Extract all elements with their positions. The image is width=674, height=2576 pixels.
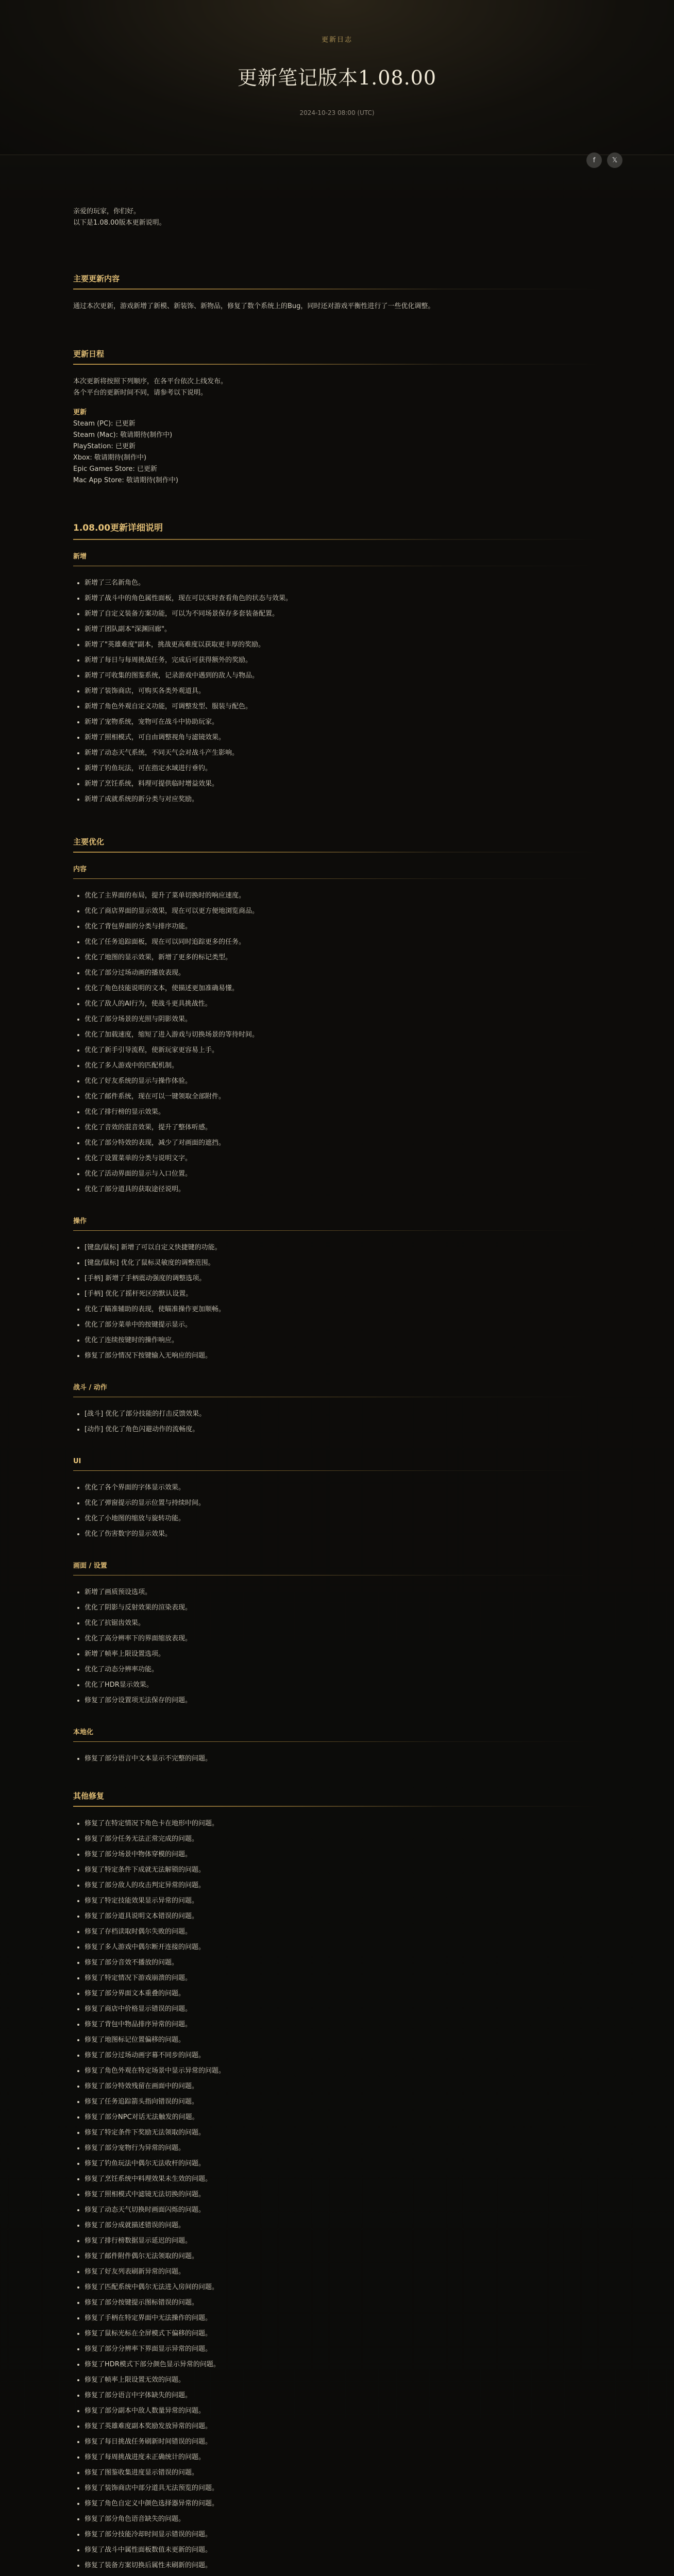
graphics-section — [73, 1561, 601, 1706]
combat-list — [73, 1409, 601, 1435]
list-item: • 新增了角色外观自定义功能，可调整发型、服装与配色。 — [85, 701, 601, 713]
list-item: • 修复了邮件附件偶尔无法领取的问题。 — [85, 2251, 601, 2262]
content-list — [73, 890, 601, 1195]
list-item: • 优化了音效的混音效果，提升了整体听感。 — [85, 1122, 601, 1133]
list-item: • 修复了在特定情况下角色卡在地形中的问题。 — [85, 1818, 601, 1829]
list-item: • 修复了手柄在特定界面中无法操作的问题。 — [85, 2313, 601, 2324]
list-item: • 修复了烹饪系统中料理效果未生效的问题。 — [85, 2174, 601, 2185]
list-item: • 修复了部分副本中敌人数量异常的问题。 — [85, 2405, 601, 2417]
article-content — [73, 206, 601, 2576]
list-item: • 修复了部分NPC对话无法触发的问题。 — [85, 2112, 601, 2123]
localization-list — [73, 1753, 601, 1765]
list-item: • 优化了背包界面的分类与排序功能。 — [85, 921, 601, 933]
list-item: • 修复了部分语言中字体缺失的问题。 — [85, 2390, 601, 2401]
list-item: • 新增了帧率上限设置选项。 — [85, 1649, 601, 1660]
list-item: • 新增了钓鱼玩法，可在指定水域进行垂钓。 — [85, 763, 601, 774]
localization-section — [73, 1727, 601, 1765]
facebook-share-icon[interactable]: f — [586, 152, 602, 168]
platform-status: Epic Games Store: 已更新 — [73, 465, 157, 473]
ui-section — [73, 1456, 601, 1540]
list-item: • 优化了好友系统的显示与操作体验。 — [85, 1076, 601, 1087]
list-item: • 优化了动态分辨率功能。 — [85, 1664, 601, 1675]
ui-list — [73, 1482, 601, 1540]
list-item: • 优化了任务追踪面板，现在可以同时追踪更多的任务。 — [85, 937, 601, 948]
article-title: 更新笔记版本1.08.00 — [237, 66, 437, 89]
list-item: • 修复了部分场景中物体穿模的问题。 — [85, 1849, 601, 1860]
platform-status: Steam (PC): 已更新 — [73, 420, 136, 428]
list-item: • 优化了部分道具的获取途径说明。 — [85, 1184, 601, 1195]
x-share-icon[interactable]: 𝕏 — [607, 152, 622, 168]
list-item: • 优化了高分辨率下的界面缩放表现。 — [85, 1633, 601, 1645]
list-item: • 新增了成就系统的新分类与对应奖励。 — [85, 794, 601, 805]
list-item: • 优化了部分菜单中的按键提示显示。 — [85, 1319, 601, 1331]
list-item: • 新增了照相模式，可自由调整视角与滤镜效果。 — [85, 732, 601, 743]
list-item: • 修复了部分技能冷却时间显示错误的问题。 — [85, 2529, 601, 2540]
list-item: • 优化了多人游戏中的匹配机制。 — [85, 1060, 601, 1072]
list-item: • 优化了活动界面的显示与入口位置。 — [85, 1168, 601, 1180]
list-item: • 修复了特定条件下奖励无法领取的问题。 — [85, 2127, 601, 2139]
list-item: • 修复了匹配系统中偶尔无法进入房间的问题。 — [85, 2282, 601, 2293]
section-divider — [73, 364, 601, 365]
content-section — [73, 864, 601, 1195]
fixes-title: 其他修复 — [73, 1791, 105, 1801]
subsection-divider — [73, 1230, 601, 1231]
list-item: • 优化了部分场景的光照与阴影效果。 — [85, 1014, 601, 1025]
platform-status: Mac App Store: 敬请期待(制作中) — [73, 477, 179, 484]
schedule-line: 本次更新将按照下列顺序，在各平台依次上线发布。 — [73, 378, 228, 385]
subsection-divider — [73, 878, 601, 879]
list-item: • 优化了连续按键时的操作响应。 — [85, 1335, 601, 1346]
list-item: • 优化了阴影与反射效果的渲染表现。 — [85, 1602, 601, 1614]
schedule-line: 各个平台的更新时间不同，请参考以下说明。 — [73, 389, 208, 397]
list-item: • 新增了团队副本"深渊回廊"。 — [85, 624, 601, 635]
list-item: • 修复了特定情况下游戏崩溃的问题。 — [85, 1973, 601, 1984]
intro-line: 亲爱的玩家，你们好。 — [73, 208, 141, 215]
list-item: • 修复了部分道具说明文本错误的问题。 — [85, 1911, 601, 1922]
platform-status: Xbox: 敬请期待(制作中) — [73, 454, 147, 462]
list-item: • 新增了动态天气系统，不同天气会对战斗产生影响。 — [85, 748, 601, 759]
localization-title: 本地化 — [73, 1728, 94, 1736]
list-item: • 新增了装饰商店，可购买各类外观道具。 — [85, 686, 601, 697]
combat-section — [73, 1382, 601, 1435]
section-divider — [73, 289, 601, 290]
list-item: • 修复了战斗中属性面板数值未更新的问题。 — [85, 2545, 601, 2556]
list-item: • 修复了特定条件下成就无法解锁的问题。 — [85, 1865, 601, 1876]
list-item: • 优化了敌人的AI行为，使战斗更具挑战性。 — [85, 998, 601, 1010]
list-item: • 修复了部分语言中文本显示不完整的问题。 — [85, 1753, 601, 1765]
fixes-section — [73, 1818, 601, 2576]
list-item: • 修复了部分情况下按键输入无响应的问题。 — [85, 1350, 601, 1362]
list-item: • 修复了特定技能效果显示异常的问题。 — [85, 1895, 601, 1907]
graphics-title: 画面 / 设置 — [73, 1562, 107, 1570]
list-item: • 优化了排行榜的显示效果。 — [85, 1107, 601, 1118]
list-item: • 修复了鼠标光标在全屏模式下偏移的问题。 — [85, 2328, 601, 2340]
list-item: • 修复了装饰商店中部分道具无法预览的问题。 — [85, 2483, 601, 2494]
controls-section — [73, 1216, 601, 1362]
list-item: • 修复了多人游戏中偶尔断开连接的问题。 — [85, 1942, 601, 1953]
list-item: • 修复了好友列表刷新异常的问题。 — [85, 2266, 601, 2278]
list-item: • 新增了宠物系统，宠物可在战斗中协助玩家。 — [85, 717, 601, 728]
list-item: • 修复了部分音效不播放的问题。 — [85, 1957, 601, 1969]
list-item: • 新增了战斗中的角色属性面板，现在可以实时查看角色的状态与效果。 — [85, 593, 601, 604]
list-item: • 优化了主界面的布局，提升了菜单切换时的响应速度。 — [85, 890, 601, 902]
new-features-section — [73, 551, 601, 805]
controls-list — [73, 1242, 601, 1362]
list-item: • [动作] 优化了角色闪避动作的流畅度。 — [85, 1424, 601, 1435]
list-item: • 修复了部分任务无法正常完成的问题。 — [85, 1834, 601, 1845]
main-content-text: 通过本次更新，游戏新增了新模、新装饰、新物品，修复了数个系统上的Bug，同时还对游戏平衡性进行了一些优化调整。 — [73, 302, 435, 310]
list-item: • 优化了伤害数字的显示效果。 — [85, 1529, 601, 1540]
list-item: • 修复了部分角色语音缺失的问题。 — [85, 2514, 601, 2525]
list-item: • 修复了部分按键提示图标错误的问题。 — [85, 2297, 601, 2309]
list-item: • 优化了瞄准辅助的表现，使瞄准操作更加顺畅。 — [85, 1304, 601, 1315]
section-divider — [73, 852, 601, 853]
graphics-list — [73, 1587, 601, 1706]
list-item: • [键盘/鼠标] 优化了鼠标灵敏度的调整范围。 — [85, 1258, 601, 1269]
platform-label: 更新 — [73, 409, 87, 416]
list-item: • 修复了部分设置项无法保存的问题。 — [85, 1695, 601, 1706]
list-item: • 修复了HDR模式下部分颜色显示异常的问题。 — [85, 2359, 601, 2370]
list-item: • 优化了弹窗提示的显示位置与持续时间。 — [85, 1498, 601, 1509]
list-item: • 修复了英雄难度副本奖励发放异常的问题。 — [85, 2421, 601, 2432]
list-item: • 修复了存档读取时偶尔失败的问题。 — [85, 1926, 601, 1938]
list-item: • 修复了部分分辨率下界面显示异常的问题。 — [85, 2344, 601, 2355]
list-item: • 修复了商店中价格显示错误的问题。 — [85, 2004, 601, 2015]
list-item: • 修复了任务追踪箭头指向错误的问题。 — [85, 2096, 601, 2108]
article-category[interactable]: 更新日志 — [321, 36, 352, 44]
list-item: • 修复了部分特效残留在画面中的问题。 — [85, 2081, 601, 2092]
list-item: • 修复了装备方案切换后属性未刷新的问题。 — [85, 2560, 601, 2571]
list-item: • 修复了帧率上限设置无效的问题。 — [85, 2375, 601, 2386]
list-item: • 优化了邮件系统，现在可以一键领取全部附件。 — [85, 1091, 601, 1103]
list-item: • 优化了商店界面的显示效果，现在可以更方便地浏览商品。 — [85, 906, 601, 917]
list-item: • 修复了角色外观在特定场景中显示异常的问题。 — [85, 2065, 601, 2077]
list-item: • 新增了画质预设选项。 — [85, 1587, 601, 1598]
controls-title: 操作 — [73, 1217, 87, 1225]
content-title: 内容 — [73, 866, 87, 873]
schedule-section — [73, 348, 601, 486]
list-item: • 修复了地图标记位置偏移的问题。 — [85, 2035, 601, 2046]
list-item: • 新增了烹饪系统，料理可提供临时增益效果。 — [85, 778, 601, 790]
list-item: • [战斗] 优化了部分技能的打击反馈效果。 — [85, 1409, 601, 1420]
list-item: • 优化了HDR显示效果。 — [85, 1680, 601, 1691]
list-item: • 修复了部分过场动画字幕不同步的问题。 — [85, 2050, 601, 2061]
intro-text — [73, 206, 601, 229]
list-item: • 修复了图鉴收集进度显示错误的问题。 — [85, 2467, 601, 2479]
list-item: • 修复了每周挑战进度未正确统计的问题。 — [85, 2452, 601, 2463]
list-item: • 优化了抗锯齿效果。 — [85, 1618, 601, 1629]
list-item: • 修复了每日挑战任务刷新时间错误的问题。 — [85, 2436, 601, 2448]
list-item: • 修复了排行榜数据显示延迟的问题。 — [85, 2235, 601, 2247]
list-item: • 优化了部分特效的表现，减少了对画面的遮挡。 — [85, 1138, 601, 1149]
list-item: • 修复了钓鱼玩法中偶尔无法收杆的问题。 — [85, 2158, 601, 2170]
main-content-title: 主要更新内容 — [73, 274, 120, 283]
list-item: • 修复了部分成就描述错误的问题。 — [85, 2220, 601, 2231]
list-item: • 修复了背包中物品排序异常的问题。 — [85, 2019, 601, 2030]
article-date: 2024-10-23 08:00 (UTC) — [299, 109, 375, 116]
list-item: • 优化了新手引导流程，使新玩家更容易上手。 — [85, 1045, 601, 1056]
list-item: • 优化了部分过场动画的播放表现。 — [85, 968, 601, 979]
platform-status: Steam (Mac): 敬请期待(制作中) — [73, 431, 173, 439]
section-divider — [73, 1806, 601, 1807]
fixes-list — [73, 1818, 601, 2576]
list-item: • 修复了部分界面文本重叠的问题。 — [85, 1988, 601, 1999]
list-item: • [键盘/鼠标] 新增了可以自定义快捷键的功能。 — [85, 1242, 601, 1253]
subsection-divider — [73, 1470, 601, 1471]
optimization-title: 主要优化 — [73, 837, 105, 846]
list-item: • 优化了小地图的缩放与旋转功能。 — [85, 1513, 601, 1524]
schedule-title: 更新日程 — [73, 349, 105, 359]
list-item: • 修复了部分敌人的攻击判定异常的问题。 — [85, 1880, 601, 1891]
list-item: • 新增了三名新角色。 — [85, 578, 601, 589]
list-item: • 优化了各个界面的字体显示效果。 — [85, 1482, 601, 1494]
list-item: • 新增了可收集的图鉴系统，记录游戏中遇到的敌人与物品。 — [85, 670, 601, 682]
list-item: • 新增了每日与每周挑战任务，完成后可获得额外的奖励。 — [85, 655, 601, 666]
section-divider — [73, 539, 601, 540]
subsection-divider — [73, 1741, 601, 1742]
list-item: • 优化了地图的显示效果，新增了更多的标记类型。 — [85, 952, 601, 963]
ui-title: UI — [73, 1458, 81, 1465]
list-item: • 修复了照相模式中滤镜无法切换的问题。 — [85, 2189, 601, 2200]
details-title: 1.08.00更新详细说明 — [73, 523, 163, 533]
new-features-title: 新增 — [73, 553, 87, 561]
list-item: • 修复了角色自定义中颜色选择器异常的问题。 — [85, 2498, 601, 2510]
platform-status: PlayStation: 已更新 — [73, 443, 136, 450]
list-item: • 优化了设置菜单的分类与说明文字。 — [85, 1153, 601, 1164]
intro-line: 以下是1.08.00版本更新说明。 — [73, 219, 166, 227]
list-item: • 修复了动态天气切换时画面闪烁的问题。 — [85, 2205, 601, 2216]
list-item: • 新增了"英雄难度"副本，挑战更高难度以获取更丰厚的奖励。 — [85, 639, 601, 651]
list-item: • 优化了加载速度，缩短了进入游戏与切换场景的等待时间。 — [85, 1029, 601, 1041]
list-item: • 优化了角色技能说明的文本，使描述更加准确易懂。 — [85, 983, 601, 994]
share-buttons — [586, 152, 622, 168]
list-item: • [手柄] 新增了手柄震动强度的调整选项。 — [85, 1273, 601, 1284]
main-content-section — [73, 273, 601, 312]
list-item: • 修复了部分宠物行为异常的问题。 — [85, 2143, 601, 2154]
article-header — [0, 0, 674, 155]
new-features-list — [73, 578, 601, 805]
combat-title: 战斗 / 动作 — [73, 1384, 107, 1392]
list-item: • 新增了自定义装备方案功能，可以为不同场景保存多套装备配置。 — [85, 608, 601, 620]
list-item: • [手柄] 优化了摇杆死区的默认设置。 — [85, 1289, 601, 1300]
